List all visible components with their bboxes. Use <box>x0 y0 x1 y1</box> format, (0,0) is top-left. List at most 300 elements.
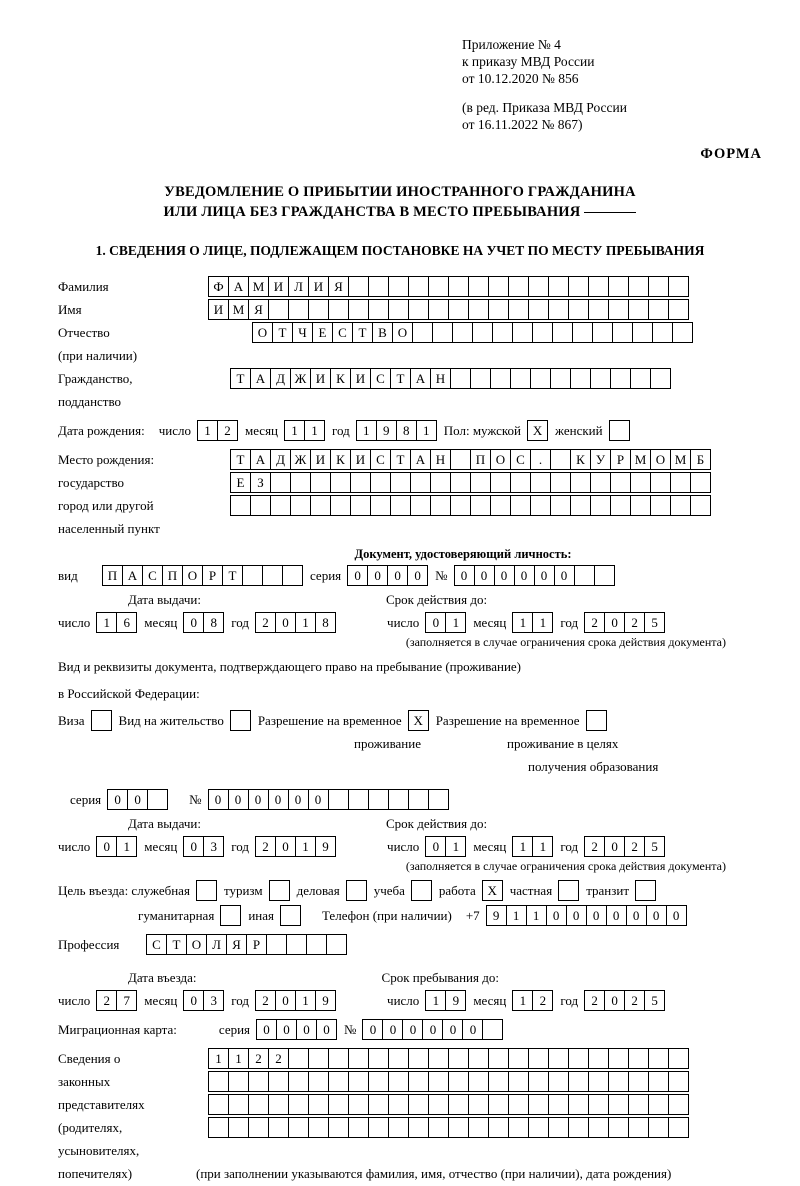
field-doc-number[interactable] <box>454 565 614 586</box>
input-cell[interactable]: 8 <box>315 612 336 633</box>
input-cell[interactable]: 0 <box>425 836 446 857</box>
input-cell[interactable] <box>550 495 571 516</box>
input-cell[interactable]: 0 <box>626 905 647 926</box>
input-cell[interactable]: 9 <box>376 420 397 441</box>
input-cell[interactable]: 0 <box>604 836 625 857</box>
input-cell[interactable] <box>548 1117 569 1138</box>
input-cell[interactable]: 9 <box>315 836 336 857</box>
input-cell[interactable]: 0 <box>462 1019 483 1040</box>
input-cell[interactable]: 0 <box>96 836 117 857</box>
field-legal-rep-1[interactable] <box>208 1048 688 1069</box>
input-cell[interactable] <box>388 276 409 297</box>
input-cell[interactable] <box>528 1117 549 1138</box>
input-cell[interactable]: 2 <box>255 990 276 1011</box>
input-cell[interactable]: 1 <box>445 612 466 633</box>
field-permit-issue-month[interactable] <box>183 836 223 857</box>
input-cell[interactable] <box>308 1117 329 1138</box>
input-cell[interactable] <box>568 1094 589 1115</box>
input-cell[interactable] <box>330 472 351 493</box>
input-cell[interactable]: 0 <box>275 990 296 1011</box>
input-cell[interactable] <box>368 276 389 297</box>
input-cell[interactable] <box>468 1117 489 1138</box>
field-migration-series[interactable] <box>256 1019 336 1040</box>
field-birth-place-city-2[interactable] <box>230 495 710 516</box>
input-cell[interactable]: Е <box>312 322 333 343</box>
input-cell[interactable]: Т <box>390 449 411 470</box>
input-cell[interactable]: 1 <box>445 836 466 857</box>
input-cell[interactable] <box>488 1071 509 1092</box>
input-cell[interactable]: 1 <box>197 420 218 441</box>
input-cell[interactable]: 0 <box>275 836 296 857</box>
input-cell[interactable]: 1 <box>96 612 117 633</box>
input-cell[interactable] <box>648 276 669 297</box>
input-cell[interactable] <box>628 276 649 297</box>
input-cell[interactable] <box>468 299 489 320</box>
field-birth-place-city-1[interactable] <box>230 472 710 493</box>
input-cell[interactable] <box>530 368 551 389</box>
input-cell[interactable] <box>428 1071 449 1092</box>
input-cell[interactable] <box>472 322 493 343</box>
input-cell[interactable]: 2 <box>584 612 605 633</box>
input-cell[interactable] <box>368 1071 389 1092</box>
input-cell[interactable] <box>610 495 631 516</box>
input-cell[interactable] <box>492 322 513 343</box>
checkbox-residence-permit[interactable] <box>230 710 250 731</box>
input-cell[interactable] <box>630 472 651 493</box>
input-cell[interactable]: Н <box>430 368 451 389</box>
input-cell[interactable] <box>450 495 471 516</box>
input-cell[interactable] <box>628 1048 649 1069</box>
input-cell[interactable] <box>574 565 595 586</box>
input-cell[interactable]: 2 <box>96 990 117 1011</box>
input-cell[interactable] <box>628 1071 649 1092</box>
input-cell[interactable]: 5 <box>644 612 665 633</box>
input-cell[interactable] <box>530 495 551 516</box>
input-cell[interactable]: Р <box>610 449 631 470</box>
input-cell[interactable]: Е <box>230 472 251 493</box>
input-cell[interactable]: Ж <box>290 449 311 470</box>
input-cell[interactable] <box>268 1117 289 1138</box>
input-cell[interactable] <box>628 1117 649 1138</box>
input-cell[interactable] <box>550 449 571 470</box>
input-cell[interactable] <box>348 299 369 320</box>
input-cell[interactable] <box>568 276 589 297</box>
input-cell[interactable]: 0 <box>107 789 128 810</box>
input-cell[interactable] <box>428 1094 449 1115</box>
input-cell[interactable] <box>608 1048 629 1069</box>
input-cell[interactable] <box>552 322 573 343</box>
input-cell[interactable]: 2 <box>624 612 645 633</box>
input-cell[interactable] <box>508 1094 529 1115</box>
input-cell[interactable] <box>490 368 511 389</box>
input-cell[interactable]: 0 <box>127 789 148 810</box>
input-cell[interactable] <box>630 368 651 389</box>
input-cell[interactable] <box>668 1094 689 1115</box>
input-cell[interactable]: О <box>182 565 203 586</box>
input-cell[interactable]: К <box>330 368 351 389</box>
input-cell[interactable]: Н <box>430 449 451 470</box>
input-cell[interactable] <box>635 880 656 901</box>
input-cell[interactable] <box>450 472 471 493</box>
input-cell[interactable]: 1 <box>295 836 316 857</box>
field-legal-rep-4[interactable] <box>208 1117 688 1138</box>
input-cell[interactable] <box>508 1117 529 1138</box>
input-cell[interactable]: 0 <box>454 565 475 586</box>
input-cell[interactable] <box>288 1117 309 1138</box>
input-cell[interactable] <box>572 322 593 343</box>
field-permit-series[interactable] <box>107 789 167 810</box>
input-cell[interactable] <box>668 1071 689 1092</box>
input-cell[interactable]: 0 <box>534 565 555 586</box>
input-cell[interactable] <box>326 934 347 955</box>
input-cell[interactable] <box>288 1094 309 1115</box>
input-cell[interactable] <box>432 322 453 343</box>
input-cell[interactable]: 1 <box>512 990 533 1011</box>
input-cell[interactable] <box>510 368 531 389</box>
field-doc-issue-day[interactable] <box>96 612 136 633</box>
field-doc-issue-month[interactable] <box>183 612 223 633</box>
input-cell[interactable] <box>650 368 671 389</box>
input-cell[interactable]: О <box>252 322 273 343</box>
input-cell[interactable] <box>448 1094 469 1115</box>
field-profession[interactable] <box>146 934 346 955</box>
input-cell[interactable]: 0 <box>183 990 204 1011</box>
input-cell[interactable]: 0 <box>228 789 249 810</box>
input-cell[interactable] <box>548 276 569 297</box>
input-cell[interactable] <box>308 1071 329 1092</box>
input-cell[interactable]: 0 <box>183 612 204 633</box>
field-permit-valid-year[interactable] <box>584 836 664 857</box>
field-doc-series[interactable] <box>347 565 427 586</box>
input-cell[interactable]: 0 <box>256 1019 277 1040</box>
input-cell[interactable]: О <box>392 322 413 343</box>
input-cell[interactable]: Д <box>270 449 291 470</box>
input-cell[interactable] <box>452 322 473 343</box>
input-cell[interactable]: X <box>527 420 548 441</box>
field-doc-valid-year[interactable] <box>584 612 664 633</box>
input-cell[interactable] <box>448 1048 469 1069</box>
input-cell[interactable] <box>568 1048 589 1069</box>
input-cell[interactable]: 0 <box>425 612 446 633</box>
input-cell[interactable]: . <box>530 449 551 470</box>
input-cell[interactable]: 0 <box>387 565 408 586</box>
input-cell[interactable] <box>548 1048 569 1069</box>
input-cell[interactable] <box>448 276 469 297</box>
input-cell[interactable] <box>350 495 371 516</box>
field-permit-valid-month[interactable] <box>512 836 552 857</box>
input-cell[interactable] <box>388 299 409 320</box>
input-cell[interactable] <box>268 1094 289 1115</box>
input-cell[interactable] <box>370 495 391 516</box>
input-cell[interactable]: 1 <box>304 420 325 441</box>
input-cell[interactable] <box>370 472 391 493</box>
input-cell[interactable] <box>450 368 471 389</box>
input-cell[interactable] <box>608 1117 629 1138</box>
input-cell[interactable] <box>348 1117 369 1138</box>
input-cell[interactable] <box>348 1094 369 1115</box>
input-cell[interactable]: 8 <box>203 612 224 633</box>
input-cell[interactable] <box>408 1071 429 1092</box>
input-cell[interactable] <box>408 789 429 810</box>
input-cell[interactable] <box>368 1048 389 1069</box>
field-doc-valid-day[interactable] <box>425 612 465 633</box>
input-cell[interactable] <box>230 710 251 731</box>
input-cell[interactable]: Т <box>166 934 187 955</box>
input-cell[interactable]: X <box>482 880 503 901</box>
input-cell[interactable]: 5 <box>644 990 665 1011</box>
input-cell[interactable]: 0 <box>442 1019 463 1040</box>
input-cell[interactable]: 8 <box>396 420 417 441</box>
input-cell[interactable] <box>568 1117 589 1138</box>
input-cell[interactable] <box>594 565 615 586</box>
input-cell[interactable]: 0 <box>347 565 368 586</box>
checkbox-sex-male[interactable] <box>527 420 547 441</box>
input-cell[interactable] <box>408 299 429 320</box>
input-cell[interactable]: Ж <box>290 368 311 389</box>
input-cell[interactable] <box>368 1094 389 1115</box>
input-cell[interactable]: 0 <box>554 565 575 586</box>
input-cell[interactable]: 9 <box>445 990 466 1011</box>
input-cell[interactable]: И <box>268 276 289 297</box>
input-cell[interactable] <box>609 420 630 441</box>
input-cell[interactable] <box>448 1071 469 1092</box>
input-cell[interactable]: 1 <box>116 836 137 857</box>
checkbox-visa[interactable] <box>91 710 111 731</box>
input-cell[interactable] <box>408 1094 429 1115</box>
input-cell[interactable]: М <box>670 449 691 470</box>
input-cell[interactable]: 1 <box>532 612 553 633</box>
input-cell[interactable]: 0 <box>382 1019 403 1040</box>
input-cell[interactable] <box>570 472 591 493</box>
input-cell[interactable]: И <box>310 449 331 470</box>
field-birth-month[interactable] <box>284 420 324 441</box>
input-cell[interactable]: О <box>650 449 671 470</box>
input-cell[interactable] <box>648 1094 669 1115</box>
input-cell[interactable] <box>588 276 609 297</box>
input-cell[interactable]: 1 <box>416 420 437 441</box>
input-cell[interactable]: С <box>370 368 391 389</box>
input-cell[interactable] <box>328 1048 349 1069</box>
input-cell[interactable]: 0 <box>494 565 515 586</box>
input-cell[interactable] <box>348 276 369 297</box>
input-cell[interactable] <box>270 495 291 516</box>
field-migration-number[interactable] <box>362 1019 502 1040</box>
field-entry-year[interactable] <box>255 990 335 1011</box>
field-entry-month[interactable] <box>183 990 223 1011</box>
input-cell[interactable]: 1 <box>512 612 533 633</box>
input-cell[interactable] <box>288 1071 309 1092</box>
input-cell[interactable] <box>510 495 531 516</box>
input-cell[interactable] <box>630 495 651 516</box>
input-cell[interactable]: 6 <box>116 612 137 633</box>
input-cell[interactable] <box>428 1048 449 1069</box>
input-cell[interactable] <box>290 495 311 516</box>
input-cell[interactable] <box>608 276 629 297</box>
input-cell[interactable]: Л <box>206 934 227 955</box>
checkbox-purpose-other[interactable] <box>280 905 300 926</box>
input-cell[interactable]: 9 <box>486 905 507 926</box>
field-stay-year[interactable] <box>584 990 664 1011</box>
input-cell[interactable] <box>528 1094 549 1115</box>
checkbox-sex-female[interactable] <box>609 420 629 441</box>
input-cell[interactable] <box>248 1094 269 1115</box>
input-cell[interactable] <box>490 472 511 493</box>
input-cell[interactable]: 0 <box>514 565 535 586</box>
input-cell[interactable] <box>286 934 307 955</box>
field-birth-day[interactable] <box>197 420 237 441</box>
field-stay-day[interactable] <box>425 990 465 1011</box>
checkbox-edu-residence[interactable] <box>586 710 606 731</box>
input-cell[interactable]: Т <box>222 565 243 586</box>
input-cell[interactable]: Л <box>288 276 309 297</box>
input-cell[interactable]: 0 <box>367 565 388 586</box>
input-cell[interactable]: 3 <box>203 836 224 857</box>
input-cell[interactable] <box>242 565 263 586</box>
input-cell[interactable]: 0 <box>308 789 329 810</box>
input-cell[interactable] <box>470 495 491 516</box>
input-cell[interactable] <box>608 299 629 320</box>
input-cell[interactable] <box>310 495 331 516</box>
input-cell[interactable]: Р <box>202 565 223 586</box>
input-cell[interactable]: И <box>208 299 229 320</box>
input-cell[interactable] <box>532 322 553 343</box>
input-cell[interactable] <box>288 299 309 320</box>
input-cell[interactable] <box>408 1117 429 1138</box>
input-cell[interactable]: Я <box>328 276 349 297</box>
input-cell[interactable] <box>548 1071 569 1092</box>
input-cell[interactable] <box>411 880 432 901</box>
input-cell[interactable] <box>668 299 689 320</box>
field-phone[interactable] <box>486 905 686 926</box>
input-cell[interactable] <box>308 299 329 320</box>
input-cell[interactable]: 2 <box>624 990 645 1011</box>
field-surname[interactable] <box>208 276 688 297</box>
input-cell[interactable]: 2 <box>624 836 645 857</box>
input-cell[interactable] <box>568 1071 589 1092</box>
input-cell[interactable] <box>91 710 112 731</box>
input-cell[interactable]: 0 <box>646 905 667 926</box>
input-cell[interactable]: Т <box>390 368 411 389</box>
input-cell[interactable] <box>530 472 551 493</box>
input-cell[interactable] <box>388 1117 409 1138</box>
input-cell[interactable] <box>590 495 611 516</box>
field-doc-valid-month[interactable] <box>512 612 552 633</box>
input-cell[interactable] <box>430 495 451 516</box>
input-cell[interactable]: С <box>142 565 163 586</box>
input-cell[interactable] <box>390 472 411 493</box>
input-cell[interactable] <box>262 565 283 586</box>
input-cell[interactable]: 0 <box>183 836 204 857</box>
field-patronymic[interactable] <box>252 322 692 343</box>
input-cell[interactable] <box>348 789 369 810</box>
input-cell[interactable] <box>570 368 591 389</box>
input-cell[interactable] <box>308 1094 329 1115</box>
input-cell[interactable]: У <box>590 449 611 470</box>
input-cell[interactable] <box>468 276 489 297</box>
input-cell[interactable]: 9 <box>315 990 336 1011</box>
input-cell[interactable]: Т <box>352 322 373 343</box>
input-cell[interactable] <box>230 495 251 516</box>
input-cell[interactable]: Б <box>690 449 711 470</box>
field-entry-day[interactable] <box>96 990 136 1011</box>
input-cell[interactable] <box>488 1117 509 1138</box>
input-cell[interactable] <box>390 495 411 516</box>
input-cell[interactable]: Д <box>270 368 291 389</box>
input-cell[interactable] <box>412 322 433 343</box>
input-cell[interactable] <box>512 322 533 343</box>
input-cell[interactable] <box>482 1019 503 1040</box>
input-cell[interactable] <box>668 276 689 297</box>
input-cell[interactable]: 0 <box>586 905 607 926</box>
input-cell[interactable]: М <box>228 299 249 320</box>
input-cell[interactable] <box>668 1048 689 1069</box>
input-cell[interactable]: 1 <box>506 905 527 926</box>
input-cell[interactable] <box>388 789 409 810</box>
input-cell[interactable] <box>250 495 271 516</box>
input-cell[interactable] <box>328 789 349 810</box>
input-cell[interactable]: 0 <box>362 1019 383 1040</box>
input-cell[interactable] <box>570 495 591 516</box>
input-cell[interactable]: 0 <box>296 1019 317 1040</box>
input-cell[interactable] <box>306 934 327 955</box>
input-cell[interactable] <box>488 1094 509 1115</box>
input-cell[interactable]: 2 <box>217 420 238 441</box>
input-cell[interactable]: А <box>410 449 431 470</box>
input-cell[interactable] <box>610 472 631 493</box>
input-cell[interactable] <box>388 1071 409 1092</box>
input-cell[interactable]: С <box>332 322 353 343</box>
input-cell[interactable] <box>548 299 569 320</box>
input-cell[interactable] <box>208 1094 229 1115</box>
input-cell[interactable] <box>588 1117 609 1138</box>
input-cell[interactable] <box>608 1094 629 1115</box>
checkbox-purpose-work[interactable] <box>482 880 502 901</box>
input-cell[interactable]: 0 <box>666 905 687 926</box>
input-cell[interactable]: 0 <box>566 905 587 926</box>
input-cell[interactable]: 2 <box>584 836 605 857</box>
input-cell[interactable] <box>528 1071 549 1092</box>
input-cell[interactable]: Р <box>246 934 267 955</box>
input-cell[interactable] <box>410 495 431 516</box>
input-cell[interactable] <box>147 789 168 810</box>
field-legal-rep-2[interactable] <box>208 1071 688 1092</box>
input-cell[interactable]: 1 <box>295 990 316 1011</box>
input-cell[interactable] <box>450 449 471 470</box>
input-cell[interactable]: К <box>570 449 591 470</box>
input-cell[interactable]: 0 <box>604 612 625 633</box>
input-cell[interactable] <box>208 1071 229 1092</box>
checkbox-purpose-humanitarian[interactable] <box>220 905 240 926</box>
input-cell[interactable]: 1 <box>526 905 547 926</box>
input-cell[interactable]: 2 <box>268 1048 289 1069</box>
input-cell[interactable] <box>348 1071 369 1092</box>
input-cell[interactable] <box>488 299 509 320</box>
input-cell[interactable]: 2 <box>248 1048 269 1069</box>
input-cell[interactable]: 1 <box>425 990 446 1011</box>
input-cell[interactable] <box>468 1071 489 1092</box>
input-cell[interactable] <box>388 1094 409 1115</box>
input-cell[interactable]: Ф <box>208 276 229 297</box>
input-cell[interactable] <box>508 1048 529 1069</box>
input-cell[interactable]: 5 <box>644 836 665 857</box>
input-cell[interactable] <box>220 905 241 926</box>
field-citizenship[interactable] <box>230 368 670 389</box>
input-cell[interactable]: 2 <box>255 612 276 633</box>
input-cell[interactable] <box>508 1071 529 1092</box>
input-cell[interactable]: И <box>310 368 331 389</box>
input-cell[interactable]: 1 <box>295 612 316 633</box>
input-cell[interactable] <box>428 276 449 297</box>
